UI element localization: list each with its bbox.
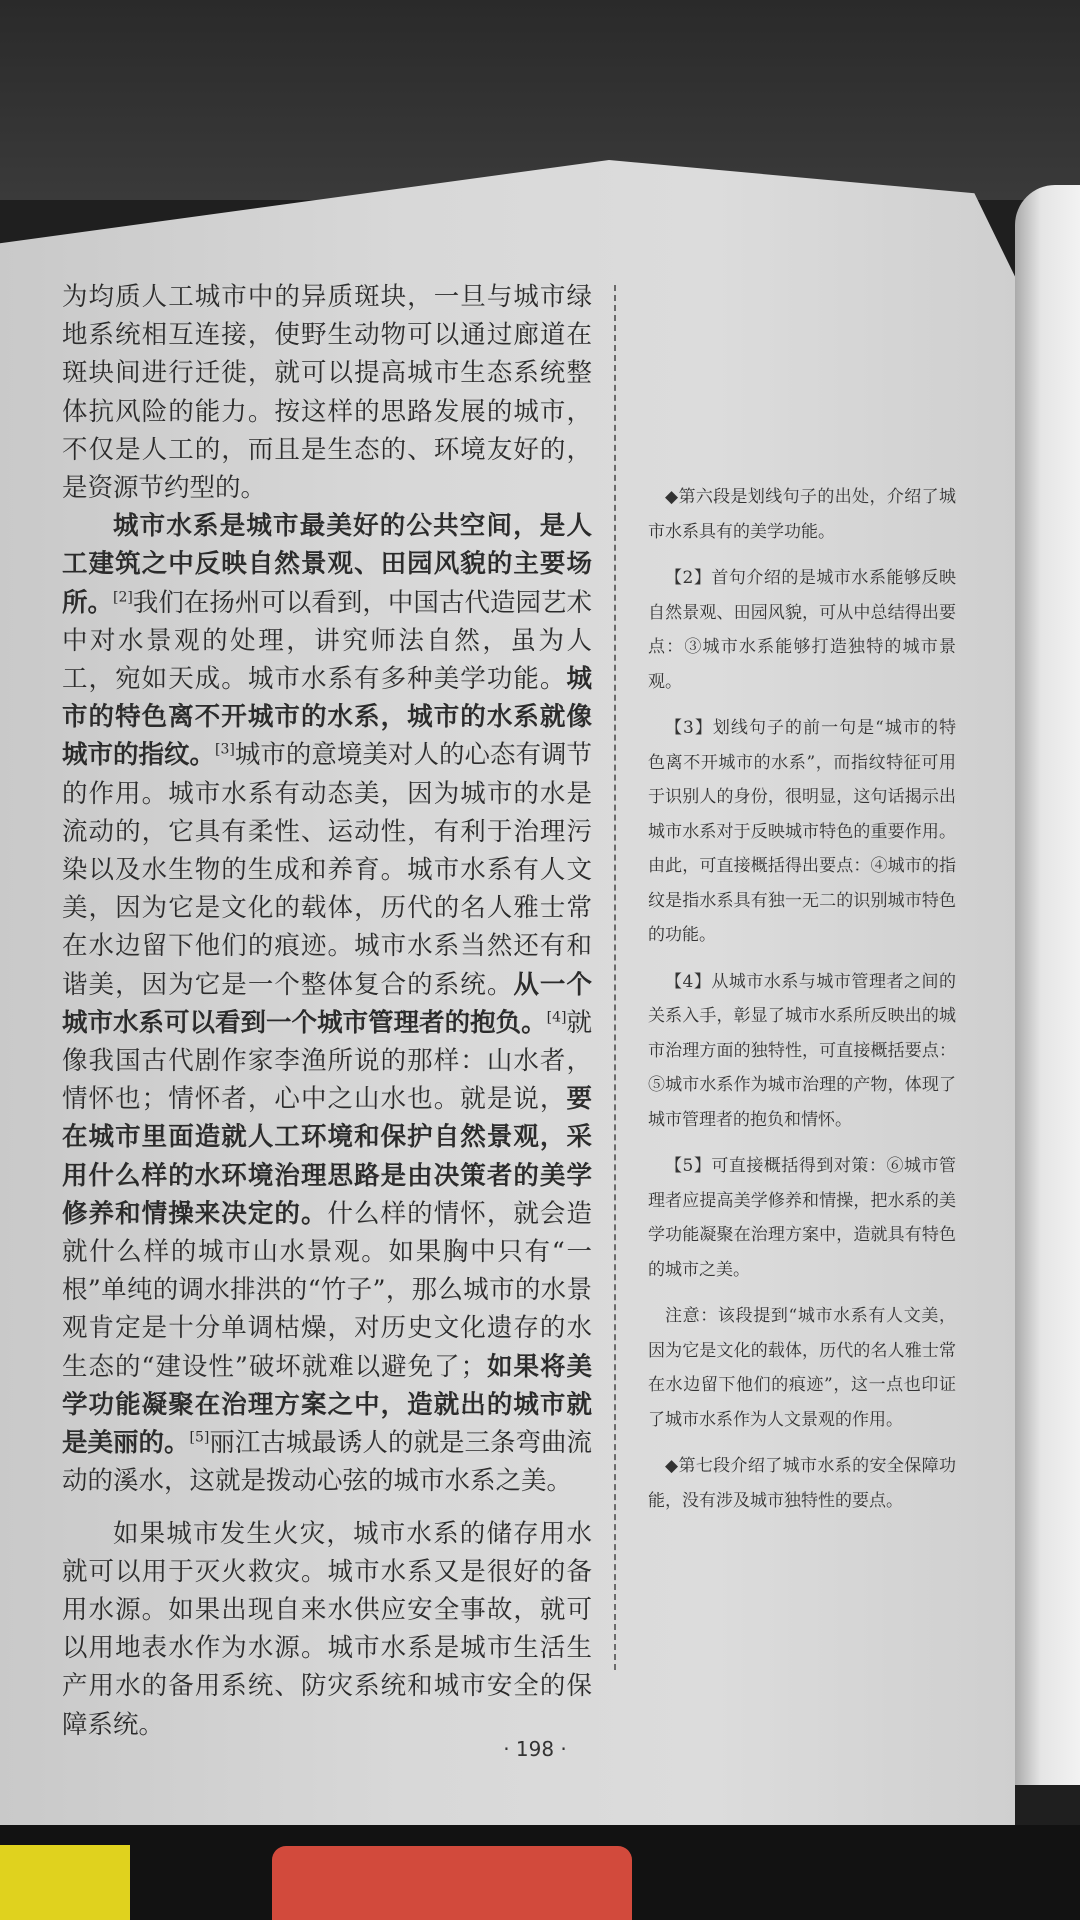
underlined-sentence: 城市的特色离不开城市的水系，城市的水系就像城市的指纹。: [62, 664, 592, 771]
annotation-note: ◆第六段是划线句子的出处，介绍了城市水系具有的美学功能。: [648, 487, 956, 542]
main-text-column: [62, 278, 592, 1744]
next-page-edge: [1015, 185, 1080, 1785]
annotation-column: [648, 480, 956, 1530]
underlined-sentence: 从一个城市水系可以看到一个城市管理者的抱负。: [62, 969, 592, 1038]
annotation-note: 【4】从城市水系与城市管理者之间的关系入手，彰显了城市水系所反映出的城市治理方面的独特性，可直接概括要点：⑤城市水系作为城市治理的产物，体现了城市管理者的抱负和情怀。: [648, 971, 956, 1130]
paragraph-1: 为均质人工城市中的异质斑块，一旦与城市绿地系统相互连接，使野生动物可以通过廊道在斑块间进行迁徙，就可以提高城市生态系统整体抗风险的能力。按这样的思路发展的城市，不仅是人工的，而且是生态的、环境友好的，是资源节约型的。: [62, 282, 592, 504]
red-bookmark: [272, 1846, 632, 1920]
column-divider: [614, 285, 616, 1670]
reference-mark: [3]: [215, 741, 235, 758]
paragraph-3: 如果城市发生火灾，城市水系的储存用水就可以用于灭火救灾。城市水系又是很好的备用水源。如果出现自来水供应安全事故，就可以用地表水作为水源。城市水系是城市生活生产用水的备用系统、防灾系统和城市安全的保障系统。: [62, 1518, 592, 1740]
underlined-sentence: 要在城市里面造就人工环境和保护自然景观，采用什么样的水环境治理思路是由决策者的美学修养和情操来决定的。: [62, 1084, 592, 1229]
underlined-sentence: 如果将美学功能凝聚在治理方案之中，造就出的城市就是美丽的。: [62, 1351, 592, 1459]
yellow-bookmark: [0, 1845, 130, 1920]
annotation-note: 【2】首句介绍的是城市水系能够反映自然景观、田园风貌，可从中总结得出要点：③城市水系能够打造独特的城市景观。: [648, 568, 956, 692]
annotation-note: 【3】划线句子的前一句是“城市的特色离不开城市的水系”，而指纹特征可用于识别人的身份，很明显，这句话揭示出城市水系对于反映城市特色的重要作用。由此，可直接概括得出要点：④城市的指纹是指水系具有独一无二的识别城市特色的功能。: [648, 718, 956, 945]
annotation-note: 【5】可直接概括得到对策：⑥城市管理者应提高美学修养和情操，把水系的美学功能凝聚在治理方案中，造就具有特色的城市之美。: [648, 1156, 956, 1280]
paragraph-2: 城市水系是城市最美好的公共空间，是人工建筑之中反映自然景观、田园风貌的主要场所。[2]我们在扬州可以看到，中国古代造园艺术中对水景观的处理，讲究师法自然，虽为人工，宛如天成。城市水系有多种美学功能。城市的特色离不开城市的水系，城市的水系就像城市的指纹。[3]城市的意境美对人的心态有调节的作用。城市水系有动态美，因为城市的水是流动的，它具有柔性、运动性，有利于治理污染以及水生物的生成和养育。城市水系有人文美，因为它是文化的载体，历代的名人雅士常在水边留下他们的痕迹。城市水系当然还有和谐美，因为它是一个整体复合的系统。从一个城市水系可以看到一个城市管理者的抱负。[4]就像我国古代剧作家李渔所说的那样：山水者，情怀也；情怀者，心中之山水也。就是说，要在城市里面造就人工环境和保护自然景观，采用什么样的水环境治理思路是由决策者的美学修养和情操来决定的。什么样的情怀，就会造就什么样的城市山水景观。如果胸中只有“一根”单纯的调水排洪的“竹子”，那么城市的水景观肯定是十分单调枯燥，对历史文化遗存的水生态的“建设性”破坏就难以避免了；如果将美学功能凝聚在治理方案之中，造就出的城市就是美丽的。[5]丽江古城最诱人的就是三条弯曲流动的溪水，这就是拨动心弦的城市水系之美。: [62, 511, 592, 1497]
annotation-note: 注意：该段提到“城市水系有人文美，因为它是文化的载体，历代的名人雅士常在水边留下他们的痕迹”，这一点也印证了城市水系作为人文景观的作用。: [648, 1306, 956, 1430]
annotation-note: ◆第七段介绍了城市水系的安全保障功能，没有涉及城市独特性的要点。: [648, 1456, 956, 1511]
underlined-sentence: 城市水系是城市最美好的公共空间，是人工建筑之中反映自然景观、田园风貌的主要场所。: [62, 511, 592, 618]
reference-mark: [5]: [189, 1429, 210, 1446]
page-number: · 198 ·: [503, 1737, 567, 1761]
reference-mark: [2]: [113, 589, 133, 606]
reference-mark: [4]: [546, 1009, 567, 1026]
